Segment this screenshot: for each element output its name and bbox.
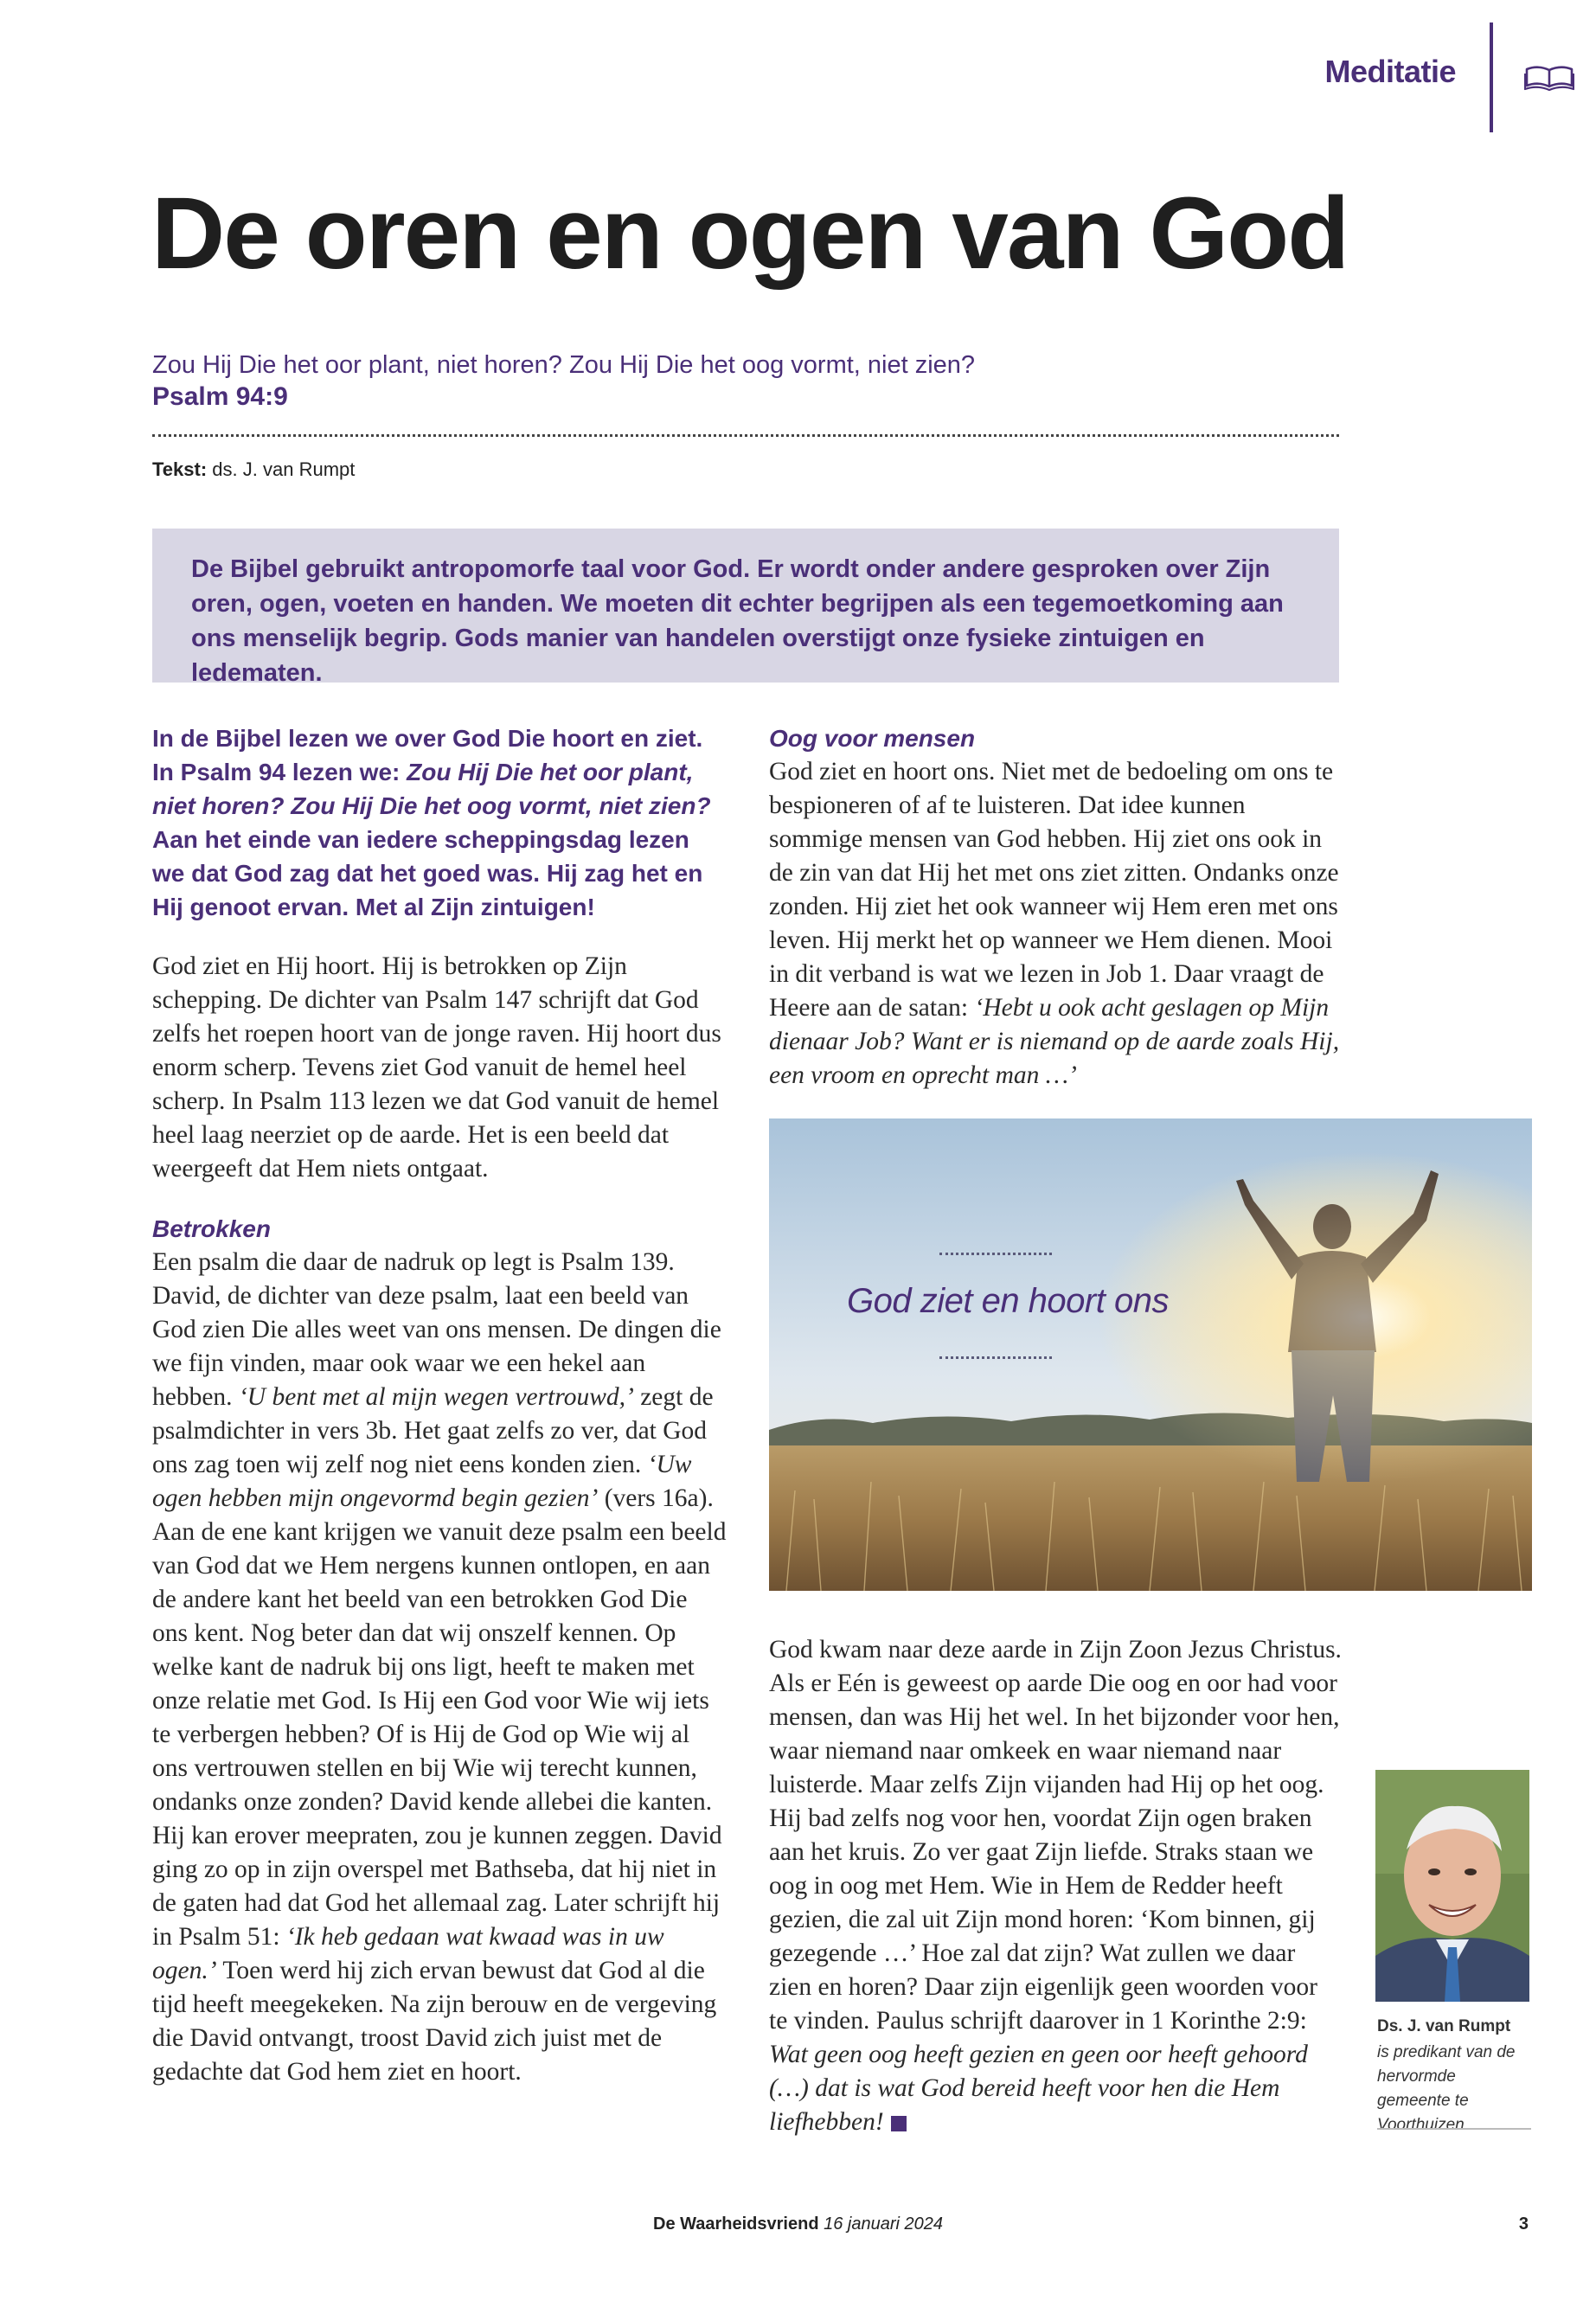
p3-quote-1: ‘Hebt u ook acht geslagen op Mijn dienaar Job? Want er is niemand op de aarde zoals Hij, een vroom en oprecht man …’ bbox=[769, 994, 1340, 1089]
p2-quote-2: ‘Uw ogen hebben mijn ongevormd begin gezien’ bbox=[152, 1451, 692, 1512]
lead-text-2: Aan het einde van iedere scheppingsdag lezen we dat God zag dat het goed was. Hij zag het en Hij genoot ervan. Met al Zijn zintuigen! bbox=[152, 826, 703, 920]
byline-label: Tekst: bbox=[152, 458, 208, 480]
caption-dots-bottom bbox=[939, 1356, 1052, 1359]
p3-text-1: God ziet en hoort ons. Niet met de bedoeling om ons te bespioneren of af te luisteren. Dat idee kunnen sommige mensen van God hebben. Hij ziet ons ook in de zin van dat Hij het met ons ziet zitten. Ondanks onze zonden. Hij ziet het ook wanneer wij Hem eren met ons leven. Hij merkt het op wanneer we Hem dienen. Mooi in dit verband is wat we lezen in Job 1. Daar vraagt de Heere aan de satan: bbox=[769, 758, 1339, 1022]
p2-text-3: (vers 16a). Aan de ene kant krijgen we vanuit deze psalm een beeld van God dat we Hem nergens kunnen ontlopen, en aan de andere kant het beeld van een betrokken God Die ons kent. Nog beter dan dat wij onszelf kennen. Op welke kant de nadruk bij ons ligt, heeft te maken met onze relatie met God. Is Hij een God voor Wie wij iets te verbergen hebben? Of is Hij de God op Wie wij al ons vertrouwen stellen en bij Wie wij terecht kunnen, ondanks onze zonden? David kende allebei die kanten. Hij kan erover meepraten, zou je kunnen zeggen. David ging zo op in zijn overspel met Bathseba, dat hij niet in de gaten had dat God het allemaal zag. Later schrijft hij in Psalm 51: bbox=[152, 1484, 727, 1951]
lead-text-1: In de Bijbel lezen we over God Die hoort en ziet. In Psalm 94 lezen we: bbox=[152, 725, 703, 785]
caption-dots-top bbox=[939, 1253, 1052, 1255]
footer-publication: De Waarheidsvriend bbox=[653, 2214, 819, 2234]
section-label: Meditatie bbox=[1324, 54, 1456, 89]
author-divider bbox=[1377, 2128, 1531, 2130]
body-paragraph-2 bbox=[152, 1246, 727, 2089]
page-number: 3 bbox=[1518, 2214, 1529, 2234]
author-photo bbox=[1375, 1770, 1529, 2002]
author-description: is predikant van de hervormde gemeente te Voorthuizen bbox=[1377, 2043, 1516, 2134]
end-mark bbox=[891, 2116, 907, 2131]
lead-quote: Zou Hij Die het oor plant, niet horen? Zou Hij Die het oog vormt, niet zien? bbox=[152, 759, 711, 819]
epigraph-reference: Psalm 94:9 bbox=[152, 382, 288, 411]
left-column bbox=[152, 721, 727, 2089]
p2-quote-1: ‘U bent met al mijn wegen vertrouwd,’ bbox=[238, 1383, 634, 1411]
subheading-betrokken: Betrokken bbox=[152, 1215, 271, 1242]
body-paragraph-1: God ziet en Hij hoort. Hij is betrokken op Zijn schepping. De dichter van Psalm 147 schrijft dat God zelfs het roepen hoort van de jonge raven. Hij hoort dus enorm scherp. Tevens ziet God vanuit de hemel heel scherp. In Psalm 113 lezen we dat God vanuit de hemel heel laag neerziet op de aarde. Het is een beeld dat weergeeft dat Hem niets ontgaat. bbox=[152, 952, 721, 1183]
dotted-divider bbox=[152, 434, 1339, 437]
p4-text-1: God kwam naar deze aarde in Zijn Zoon Jezus Christus. Als er Eén is geweest op aarde Die oog en oor had voor mensen, dan was Hij het wel. In het bijzonder voor hen, waar niemand naar omkeek en waar niemand naar luisterde. Maar zelfs Zijn vijanden had Hij op het oog. Hij bad zelfs nog voor hen, voordat Zijn ogen braken aan het kruis. Zo ver gaat Zijn liefde. Straks staan we oog in oog met Hem. Wie in Hem de Redder heeft gezien, die zal uit Zijn mond horen: ‘Kom binnen, gij gezegende …’ Hoe zal dat zijn? Wat zullen we daar zien en horen? Daar zijn eigenlijk geen woorden voor te vinden. Paulus schrijft daarover in 1 Korinthe 2:9: bbox=[769, 1636, 1342, 2035]
right-column bbox=[769, 721, 1342, 1093]
epigraph-text: Zou Hij Die het oor plant, niet horen? Zou Hij Die het oog vormt, niet zien? bbox=[152, 351, 976, 379]
byline-author: ds. J. van Rumpt bbox=[212, 458, 356, 480]
footer-date: 16 januari 2024 bbox=[824, 2214, 943, 2234]
subheading-oog-voor-mensen: Oog voor mensen bbox=[769, 725, 976, 752]
photo-caption: God ziet en hoort ons bbox=[847, 1282, 1169, 1320]
field-photo bbox=[769, 1118, 1532, 1591]
p2-text-2: zegt de psalmdichter in vers 3b. Het gaat zelfs zo ver, dat God ons zag toen wij zelf nog niet eens konden zien. bbox=[152, 1383, 714, 1478]
body-paragraph-4 bbox=[769, 1633, 1342, 2139]
book-icon bbox=[1524, 62, 1574, 92]
header-divider bbox=[1490, 22, 1493, 132]
footer bbox=[0, 2214, 1596, 2234]
body-paragraph-3 bbox=[769, 755, 1342, 1093]
byline bbox=[152, 458, 355, 481]
right-column-bottom bbox=[769, 1633, 1342, 2139]
p4-quote-1: Wat geen oog heeft gezien en geen oor heeft gehoord (…) dat is wat God bereid heeft voor hen die Hem liefhebben! bbox=[769, 2041, 1308, 2136]
article-title: De oren en ogen van God bbox=[151, 176, 1349, 291]
intro-text: De Bijbel gebruikt antropomorfe taal voor God. Er wordt onder andere gesproken over Zijn oren, ogen, voeten en handen. We moeten dit echter begrijpen als een tegemoetkoming aan ons menselijk begrip. Gods manier van handelen overstijgt onze fysieke zintuigen en ledematen. bbox=[191, 555, 1284, 687]
author-name: Ds. J. van Rumpt bbox=[1377, 2017, 1511, 2035]
p2-quote-3: ‘Ik heb gedaan wat kwaad was in uw ogen.’ bbox=[152, 1923, 664, 1984]
p2-text-4: Toen werd hij zich ervan bewust dat God al die tijd heeft meegekeken. Na zijn berouw en de vergeving die David ontvangt, troost David zich juist met de gedachte dat God hem ziet en hoort. bbox=[152, 1957, 717, 2086]
lead-paragraph bbox=[152, 721, 727, 924]
p2-text-1: Een psalm die daar de nadruk op legt is Psalm 139. David, de dichter van deze psalm, laat een beeld van God zien Die alles weet van ons mensen. De dingen die we fijn vinden, maar ook waar we een hekel aan hebben. bbox=[152, 1248, 721, 1411]
